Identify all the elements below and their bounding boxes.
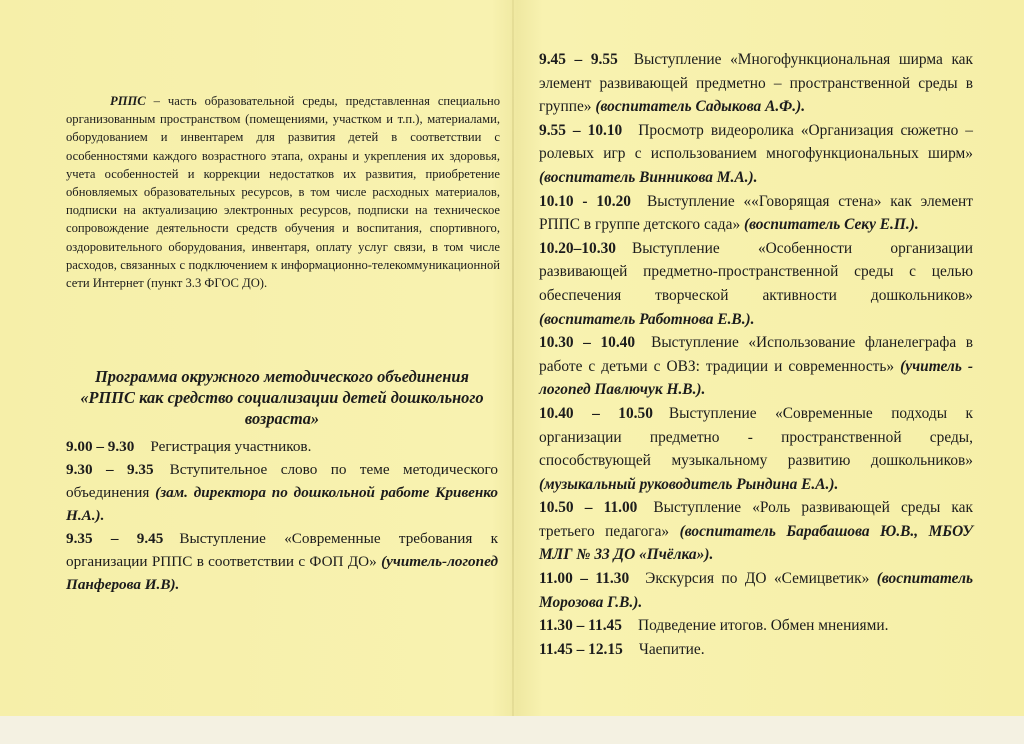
entry-text: Выступление «Современные требования к организации РППС в соответствии с ФОП ДО» (66, 530, 499, 571)
entry-time: 10.20–10.30 (539, 239, 616, 257)
entry-speaker: (воспитатель Садыкова А.Ф.). (595, 98, 806, 116)
entry-speaker: (воспитатель Морозова Г.В.). (539, 570, 974, 611)
entry-text: Регистрация участников. (150, 438, 312, 456)
entry-speaker: (учитель - логопед Павлючук Н.В.). (539, 357, 974, 399)
entry-text: Вступительное слово по теме методического объединения (66, 461, 498, 502)
entry-speaker: (воспитатель Винникова М.А.). (539, 168, 758, 186)
entry-time: 9.45 – 9.55 (539, 51, 618, 68)
entry-speaker: (воспитатель Секу Е.П.). (744, 216, 919, 234)
page-fold (512, 0, 514, 744)
schedule-entry (66, 527, 498, 596)
entry-time: 10.50 – 11.00 (539, 499, 638, 517)
entry-speaker: (учитель-логопед Панферова И.В). (66, 553, 498, 594)
entry-time: 10.30 – 10.40 (539, 334, 636, 352)
entry-text: Чаепитие. (638, 640, 705, 658)
right-page (539, 48, 973, 661)
entry-text: Подведение итогов. Обмен мнениями. (637, 617, 889, 635)
entry-time: 9.30 – 9.35 (66, 461, 154, 479)
schedule-entry (66, 458, 498, 527)
entry-speaker: (зам. директора по дошкольной работе Кривенко Н.А.). (66, 484, 498, 525)
entry-speaker: (музыкальный руководитель Рындина Е.А.). (539, 475, 839, 493)
entry-time: 10.40 – 10.50 (539, 404, 653, 422)
rpps-definition-text: – часть образовательной среды, представленная специально организованным пространством (помещениями, участком и т.п.), материалами, оборудованием и инвентарем для развития детей в соответствии с особенностями каждого возрастного этапа, охраны и укрепления их здоровья, учета особенностей и коррекции недостатков их развития, приобретение обновляемых образовательных ресурсов, в том числе расходных материалов, подписки на актуализацию электронных ресурсов, подписки на техническое сопровождение деятельности средств обучения и воспитания, спортивного, оздоровительного оборудования, инвентаря, оплату услуг связи, в том числе расходов, связанных с подключением к информационно-телекоммуникационной сети Интернет (пункт 3.3 ФГОС ДО). (66, 94, 500, 291)
scan-margin (0, 716, 1024, 744)
left-page (66, 92, 498, 596)
schedule-entry (539, 237, 973, 331)
entry-text: Выступление ««Говорящая стена» как элемент РППС в группе детского сада» (539, 192, 973, 234)
program-title: Программа окружного методического объединения «РППС как средство социализации детей дошкольного возраста» (80, 367, 484, 429)
entry-time: 9.35 – 9.45 (66, 530, 164, 548)
schedule-left (66, 435, 498, 596)
entry-text: Выступление «Особенности организации развивающей предметно-пространственной среды с целью обеспечения творческой активности дошкольников» (539, 239, 973, 304)
entry-text: Выступление «Многофункциональная ширма как элемент развивающей предметно – пространственной среды в группе» (539, 51, 973, 116)
entry-time: 11.45 – 12.15 (539, 640, 623, 658)
schedule-entry (539, 638, 973, 662)
entry-speaker: (воспитатель Работнова Е.В.). (539, 310, 755, 328)
entry-text: Выступление «Роль развивающей среды как третьего педагога» (539, 499, 973, 540)
entry-text: Выступление «Использование фланелеграфа в работе с детьми с ОВЗ: традиции и современность» (539, 334, 973, 375)
entry-time: 11.00 – 11.30 (539, 570, 630, 588)
rpps-term: РППС (110, 94, 146, 108)
schedule-entry (539, 567, 973, 614)
schedule-entry (539, 402, 973, 496)
schedule-entry (539, 119, 973, 190)
entry-time: 10.10 - 10.20 (539, 192, 631, 210)
entry-text: Выступление «Современные подходы к организации предметно - пространственной среды, способствующей музыкальному развитию дошкольников» (539, 404, 973, 470)
schedule-entry (539, 331, 973, 402)
schedule-entry (539, 496, 973, 567)
entry-text: Экскурсия по ДО «Семицветик» (645, 570, 877, 588)
schedule-entry (539, 614, 973, 638)
schedule-entry (539, 190, 973, 237)
schedule-entry (539, 48, 973, 119)
rpps-definition (66, 92, 500, 292)
entry-speaker: (воспитатель Барабашова Ю.В., МБОУ МЛГ № 33 ДО «Пчёлка»). (539, 522, 973, 564)
entry-time: 9.00 – 9.30 (66, 438, 135, 456)
schedule-entry (66, 435, 498, 458)
entry-time: 9.55 – 10.10 (539, 121, 623, 139)
entry-time: 11.30 – 11.45 (539, 617, 622, 635)
entry-text: Просмотр видеоролика «Организация сюжетно – ролевых игр с использованием многофункциональных ширм» (539, 121, 974, 163)
